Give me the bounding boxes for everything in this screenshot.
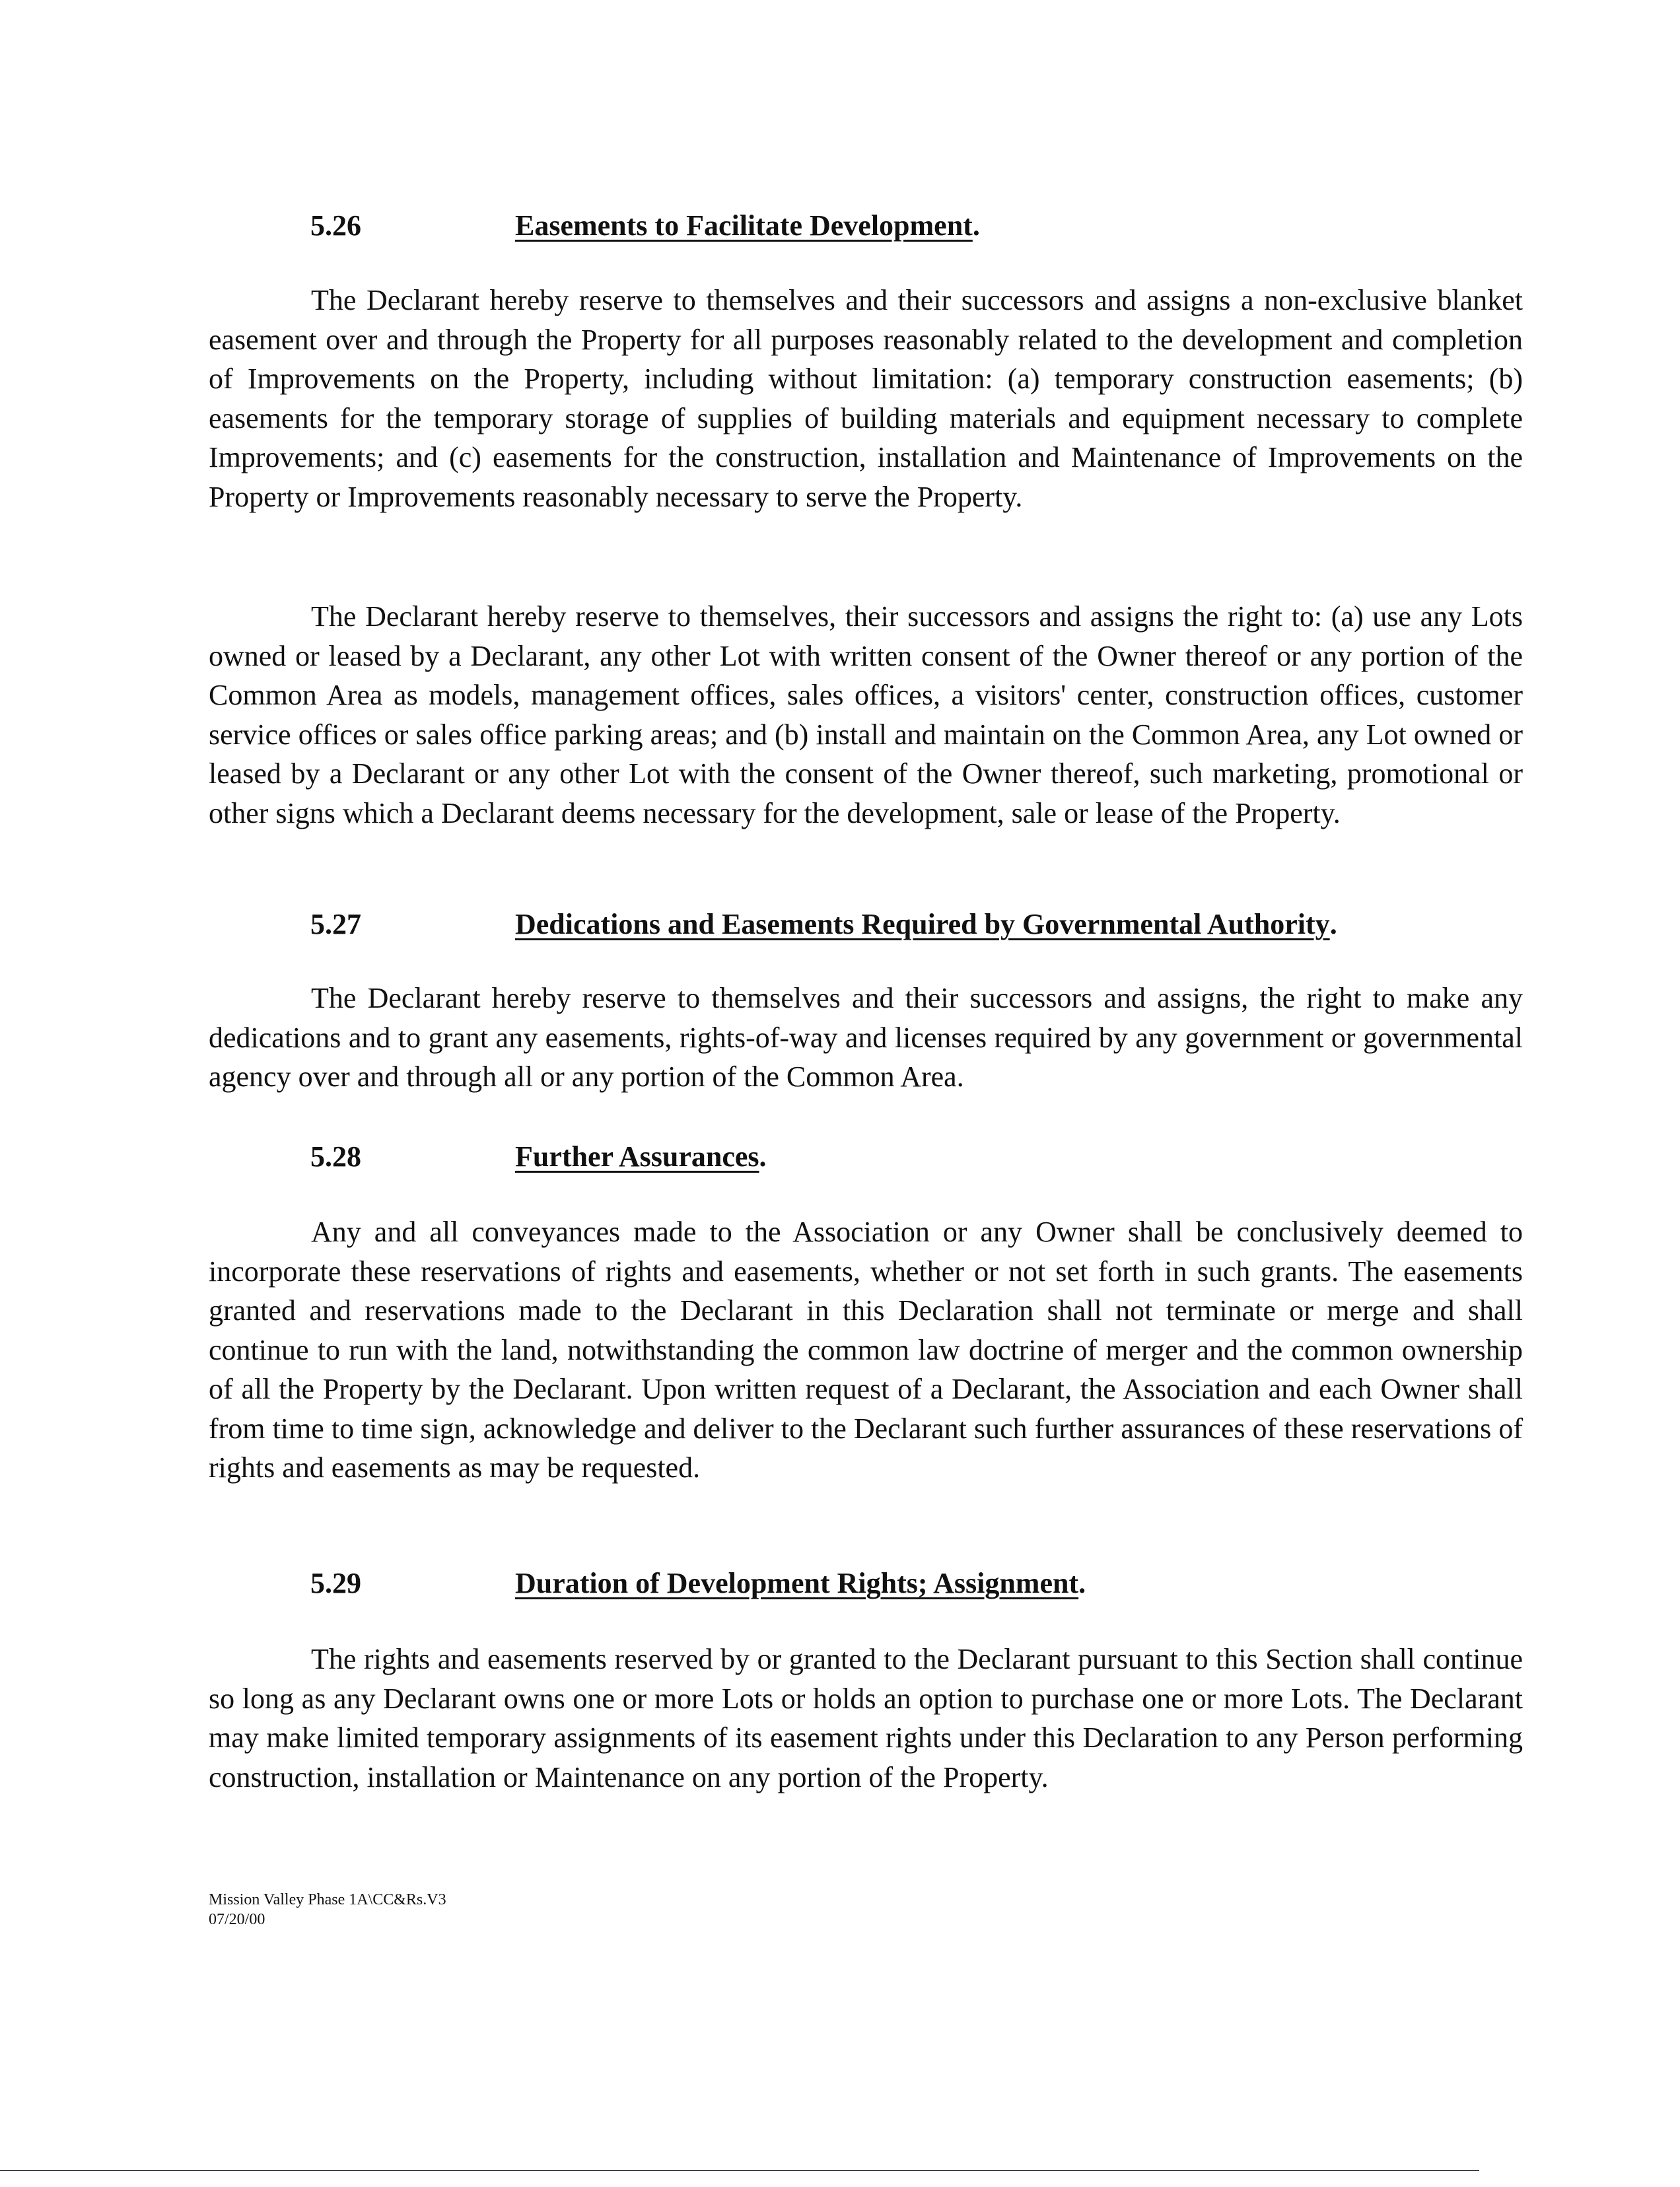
footer-file-reference: Mission Valley Phase 1A\CC&Rs.V3 bbox=[209, 1891, 446, 1908]
section-5-26-paragraph-2: The Declarant hereby reserve to themselves, their successors and assigns the right to: (a) use any Lots owned or leased by a Declarant, any other Lot with written consent of the Owner thereof or any portion of the Common Area as models, management offices, sales offices, a visitors' center, construction offices, customer service offices or sales office parking areas; and (b) install and maintain on the Common Area, any Lot owned or leased by a Declarant or any other Lot with the consent of the Owner thereof, such marketing, promotional or other signs which a Declarant deems necessary for the development, sale or lease of the Property. bbox=[209, 600, 1523, 829]
section-number: 5.26 bbox=[310, 209, 361, 242]
section-heading-5-27 bbox=[310, 905, 1337, 944]
section-number: 5.29 bbox=[310, 1567, 361, 1599]
section-title-period: . bbox=[1078, 1567, 1086, 1599]
footer-date: 07/20/00 bbox=[209, 1911, 265, 1928]
section-title: Easements to Facilitate Development bbox=[515, 209, 973, 242]
document-footer bbox=[209, 1890, 446, 1929]
section-5-28-paragraph-1: Any and all conveyances made to the Association or any Owner shall be conclusively deemed to incorporate these reservations of rights and easements, whether or not set forth in such grants. The easements granted and reservations made to the Declarant in this Declaration shall not terminate or merge and shall continue to run with the land, notwithstanding the common law doctrine of merger and the common ownership of all the Property by the Declarant. Upon written request of a Declarant, the Association and each Owner shall from time to time sign, acknowledge and deliver to the Declarant such further assurances of these reservations of rights and easements as may be requested. bbox=[209, 1216, 1523, 1484]
section-title: Duration of Development Rights; Assignment bbox=[515, 1567, 1079, 1599]
section-5-27-paragraph-1: The Declarant hereby reserve to themselves and their successors and assigns, the right to make any dedications and to grant any easements, rights-of-way and licenses required by any government or governmental agency over and through all or any portion of the Common Area. bbox=[209, 982, 1523, 1093]
section-heading-5-28 bbox=[310, 1137, 767, 1177]
section-title-period: . bbox=[1329, 908, 1337, 940]
section-5-29-paragraph-1: The rights and easements reserved by or granted to the Declarant pursuant to this Section shall continue so long as any Declarant owns one or more Lots or holds an option to purchase one or more Lots. The Declarant may make limited temporary assignments of its easement rights under this Declaration to any Person performing construction, installation or Maintenance on any portion of the Property. bbox=[209, 1643, 1523, 1793]
section-title-period: . bbox=[759, 1140, 767, 1173]
section-heading-5-26 bbox=[310, 206, 980, 246]
section-number: 5.27 bbox=[310, 908, 361, 940]
section-title: Further Assurances bbox=[515, 1140, 759, 1173]
section-number: 5.28 bbox=[310, 1140, 361, 1173]
scan-edge-line bbox=[0, 2170, 1479, 2171]
section-heading-5-29 bbox=[310, 1564, 1086, 1603]
section-5-26-paragraph-1: The Declarant hereby reserve to themselves and their successors and assigns a non-exclusive blanket easement over and through the Property for all purposes reasonably related to the development and completion of Improvements on the Property, including without limitation: (a) temporary construction easements; (b) easements for the temporary storage of supplies of building materials and equipment necessary to complete Improvements; and (c) easements for the construction, installation and Maintenance of Improvements on the Property or Improvements reasonably necessary to serve the Property. bbox=[209, 284, 1523, 513]
section-title-period: . bbox=[972, 209, 980, 242]
section-title: Dedications and Easements Required by Governmental Authority bbox=[515, 908, 1330, 940]
